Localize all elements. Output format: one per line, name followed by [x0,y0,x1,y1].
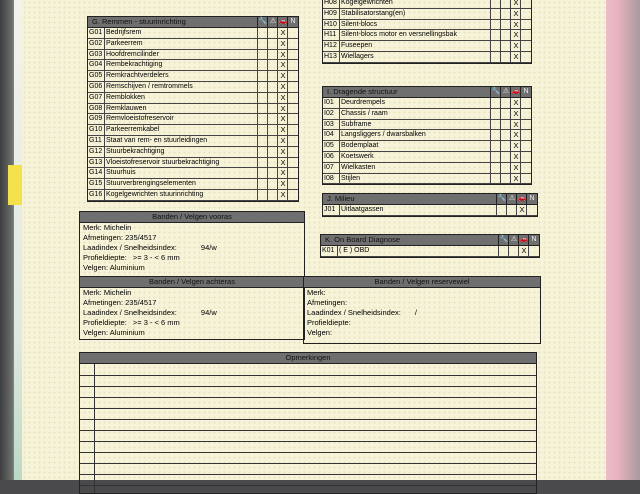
item-code: I04 [323,130,340,140]
item-label: Parkeerremkabel [106,126,160,134]
remarks-rule [80,386,536,387]
item-code: G04 [88,60,105,70]
table-row [88,147,298,158]
table-row [323,141,531,152]
spare-load-index-value: / [414,308,418,317]
item-label: Bedrijfsrem [106,29,142,36]
check-mark: X [277,93,288,103]
item-code: G09 [88,114,105,124]
wrench-icon: 🔧 [491,88,501,95]
rear-brand: Merk: Michelin [83,288,132,297]
n-cell [526,205,537,215]
item-label: ( E ) OBD [339,247,370,254]
item-code: G06 [88,82,105,92]
item-label: Stijlen [341,174,361,182]
n-cell [287,71,298,81]
tires-spare-header: Banden / Velgen reservewiel [304,277,540,288]
table-row [88,82,298,93]
car-icon: 🚗 [519,236,529,243]
item-label: Remvloeistofreservoir [106,115,174,123]
item-code: H13 [323,52,340,62]
item-code: G08 [88,104,105,114]
table-row [88,104,298,115]
item-code: I06 [323,152,340,162]
n-cell [287,28,298,38]
table-row [88,136,298,147]
table-row [323,0,531,9]
item-code: G14 [88,168,105,178]
table-row [323,30,531,41]
table-row [88,158,298,169]
front-load-index-value: 94/w [200,243,217,252]
item-label: Deurdrempels [341,99,385,106]
table-row [88,168,298,179]
item-code: G10 [88,125,105,135]
remarks-rule [80,430,536,431]
item-code: G01 [88,28,105,38]
tires-rear-box [79,276,305,340]
remarks-rule [80,474,536,475]
check-mark: X [277,190,288,200]
check-mark: X [510,52,521,62]
front-tread-value: >= 3 - < 6 mm [132,253,180,262]
table-row [88,71,298,82]
table-row [323,9,531,20]
item-label: Wielkasten [341,163,376,171]
check-mark: X [510,109,521,119]
item-label: Chassis / raam [341,109,388,117]
check-mark: X [277,50,288,60]
check-mark: X [510,9,521,19]
remarks-rule [80,485,536,486]
item-label: Uitlaatgassen [341,206,384,213]
n-cell [287,114,298,124]
item-code: H11 [323,30,340,40]
rear-load-index-label: Laadindex / Snelheidsindex: [83,308,177,317]
item-label: Stuurverbrengingselementen [106,180,196,188]
item-code: H09 [323,9,340,19]
n-cell [520,20,531,30]
remarks-rule [80,441,536,442]
section-k-header [321,235,539,246]
tires-front-box [79,211,305,279]
item-code: H12 [323,41,340,51]
check-mark: X [518,246,529,256]
section-h-table [322,0,532,64]
car-icon: 🚗 [278,18,288,25]
n-cell [528,246,539,256]
table-row [323,20,531,31]
check-mark: X [277,168,288,178]
table-row [88,39,298,50]
remarks-rule [80,463,536,464]
n-cell [520,9,531,19]
front-tread-label: Profieldiepte: [83,253,127,262]
section-k-table [320,234,540,258]
section-g-table [87,16,299,202]
item-code: I08 [323,174,340,184]
item-label: Kogelgewrichten [341,0,393,6]
table-row [88,60,298,71]
spare-load-index-label: Laadindex / Snelheidsindex: [307,308,401,317]
table-row [88,50,298,61]
table-row [323,205,537,216]
front-tread-row [80,253,304,263]
item-label: Remschijven / remtrommels [106,82,193,90]
table-row [323,98,531,109]
item-label: Vloeistofreservoir stuurbekrachtiging [106,158,220,166]
yellow-tab [8,165,22,205]
warning-icon: ⚠ [506,194,517,204]
tires-front-header: Banden / Velgen vooras [80,212,304,223]
check-mark: X [516,205,527,215]
item-code: I07 [323,163,340,173]
n-cell [287,168,298,178]
table-row [88,125,298,136]
check-mark: X [277,28,288,38]
wrench-icon: 🔧 [258,18,268,25]
table-row [323,109,531,120]
item-label: Remblokken [106,93,145,101]
remarks-rule [80,375,536,376]
rear-tread-row [80,318,304,328]
item-label: Subframe [341,120,372,128]
spare-load-index-row [304,308,540,318]
table-row [321,246,539,257]
warning-icon: ⚠ [508,235,519,245]
table-row [323,120,531,131]
item-code: I03 [323,120,340,130]
check-mark: X [277,71,288,81]
front-load-index-row [80,243,304,253]
n-cell [520,30,531,40]
item-label: Silent-blocs [341,20,378,28]
tires-spare-box [303,276,541,344]
check-mark: X [277,136,288,146]
item-code: I05 [323,141,340,151]
remarks-rule [80,452,536,453]
item-label: Hoofdremcilinder [106,50,159,58]
check-mark: X [277,125,288,135]
table-row [323,52,531,63]
column-n: N [528,235,539,245]
item-code: G05 [88,71,105,81]
check-mark: X [510,141,521,151]
n-cell [520,174,531,184]
section-k-title: K. On Board Diagnose [325,235,401,244]
n-cell [520,52,531,62]
n-cell [287,39,298,49]
n-cell [287,190,298,200]
n-cell [520,130,531,140]
item-label: Parkeerrem [106,39,143,47]
remarks-rule [80,419,536,420]
item-label: Bodemplaat [341,142,379,150]
item-label: Stuurbekrachtiging [106,147,165,155]
check-mark: X [510,0,521,8]
n-cell [287,136,298,146]
spare-brand: Merk: [307,288,326,297]
table-row [88,114,298,125]
table-row [323,130,531,141]
front-size: Afmetingen: 235/4517 [83,233,157,242]
item-label: Silent-blocs motor en versnellingsbak [341,31,457,39]
item-code: I02 [323,109,340,119]
item-code: G12 [88,147,105,157]
check-mark: X [510,130,521,140]
section-j-table [322,193,538,217]
item-label: Langsliggers / dwarsbalken [341,131,426,139]
wrench-icon: 🔧 [497,195,507,202]
n-cell [520,109,531,119]
item-code: H08 [323,0,340,8]
item-code: I01 [323,98,340,108]
n-cell [520,98,531,108]
check-mark: X [510,98,521,108]
item-code: H10 [323,20,340,30]
column-n: N [520,87,531,97]
check-mark: X [277,82,288,92]
section-j-header [323,194,537,205]
check-mark: X [277,60,288,70]
section-i-title: I. Dragende structuur [327,87,398,96]
section-j-title: J. Milieu [327,194,355,203]
front-rims: Velgen: Aluminium [83,263,145,272]
n-cell [520,0,531,8]
n-cell [287,179,298,189]
table-row [323,174,531,185]
check-mark: X [510,120,521,130]
n-cell [287,158,298,168]
item-label: Stuurhuis [106,169,136,177]
item-label: Fuseepen [341,42,373,50]
warning-icon: ⚠ [500,87,511,97]
item-label: Remkrachtverdelers [106,72,169,80]
item-label: Remklauwen [106,104,147,112]
spare-size: Afmetingen: [307,298,348,307]
rear-size: Afmetingen: 235/4517 [83,298,157,307]
rear-tread-label: Profieldiepte: [83,318,127,327]
item-code: G16 [88,190,105,200]
inspection-form [22,0,606,480]
front-brand: Merk: Michelin [83,223,132,232]
n-cell [520,41,531,51]
n-cell [287,104,298,114]
item-label: Rembekrachtiging [106,61,163,69]
n-cell [520,141,531,151]
section-g-header [88,17,298,28]
front-load-index-label: Laadindex / Snelheidsindex: [83,243,177,252]
check-mark: X [277,104,288,114]
item-label: Koetswerk [341,152,374,160]
item-code: G03 [88,50,105,60]
section-i-table [322,86,532,185]
car-icon: 🚗 [517,195,527,202]
check-mark: X [510,163,521,173]
rear-rims: Velgen: Aluminium [83,328,145,337]
check-mark: X [277,147,288,157]
check-mark: X [277,158,288,168]
column-n: N [526,194,537,204]
n-cell [287,147,298,157]
item-code: J01 [323,205,340,215]
remarks-header: Opmerkingen [80,353,536,364]
rear-tread-value: >= 3 - < 6 mm [132,318,180,327]
remarks-box [79,352,537,494]
table-row [323,152,531,163]
item-label: Stabilisatorstang(en) [341,9,406,17]
check-mark: X [277,39,288,49]
check-mark: X [510,41,521,51]
remarks-rule [80,397,536,398]
n-cell [287,82,298,92]
table-row [88,93,298,104]
spare-tread: Profieldiepte: [307,318,351,327]
item-label: Kogelgewrichten stuurinrichting [106,190,204,198]
check-mark: X [277,179,288,189]
item-code: G07 [88,93,105,103]
check-mark: X [510,30,521,40]
item-code: G15 [88,179,105,189]
check-mark: X [510,152,521,162]
n-cell [287,125,298,135]
item-code: G13 [88,158,105,168]
table-row [88,28,298,39]
n-cell [520,163,531,173]
item-code: K01 [321,246,338,256]
item-code: G02 [88,39,105,49]
table-row [88,179,298,190]
n-cell [287,93,298,103]
section-i-header [323,87,531,98]
item-code: G11 [88,136,105,146]
table-row [88,190,298,201]
n-cell [520,120,531,130]
rear-load-index-value: 94/w [200,308,217,317]
spare-rims: Velgen: [307,328,333,337]
check-mark: X [277,114,288,124]
check-mark: X [510,174,521,184]
rear-load-index-row [80,308,304,318]
n-cell [287,60,298,70]
column-n: N [287,17,298,27]
table-row [323,163,531,174]
wrench-icon: 🔧 [499,236,509,243]
remarks-rule [80,408,536,409]
car-icon: 🚗 [511,88,521,95]
tires-rear-header: Banden / Velgen achteras [80,277,304,288]
table-row [323,41,531,52]
section-g-title: G. Remmen - stuurinrichting [92,17,186,26]
check-mark: X [510,20,521,30]
item-label: Wiellagers [341,52,374,60]
item-label: Staat van rem- en stuurleidingen [106,136,208,144]
n-cell [520,152,531,162]
n-cell [287,50,298,60]
warning-icon: ⚠ [267,17,278,27]
